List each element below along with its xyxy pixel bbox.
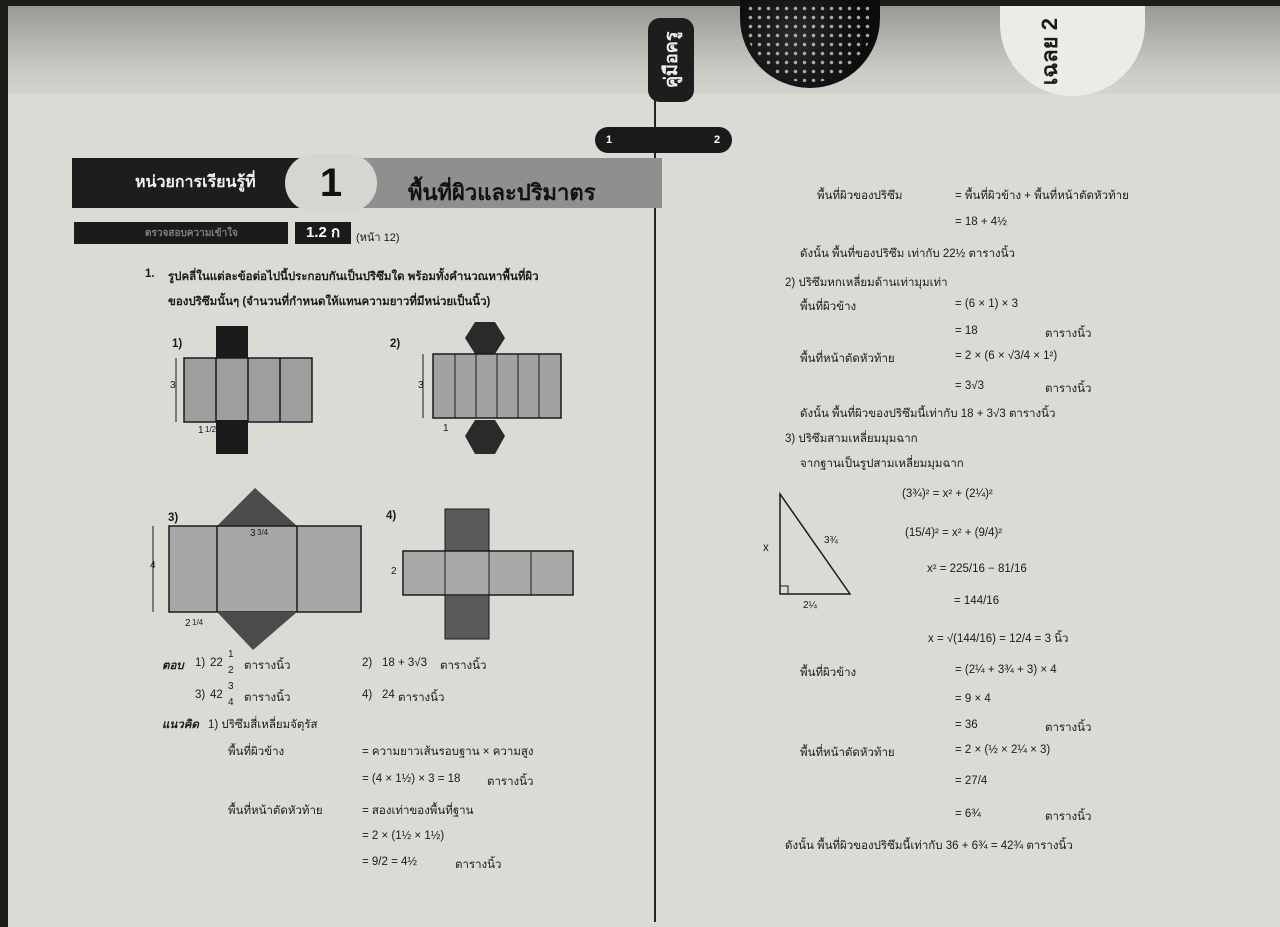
conclusion-1: ดังนั้น พื้นที่ของปริซึม เท่ากับ 22½ ตารางนิ้ว: [800, 248, 1015, 260]
solution-1-eq-2-unit: ตารางนิ้ว: [487, 776, 534, 788]
solution-1-lateral-label: พื้นที่ผิวข้าง: [228, 746, 285, 758]
unit-number: 1: [285, 154, 377, 212]
right-triangle-diagram: [776, 490, 856, 600]
surface-eq-2: = 18 + 4½: [955, 216, 1007, 228]
answer-1-denominator: 2: [228, 665, 234, 676]
figure-3-dim-height: 4: [150, 560, 156, 571]
answer-1-whole: 22: [210, 657, 223, 669]
answer-1-unit: ตารางนิ้ว: [244, 660, 291, 672]
question-line-1: รูปคลี่ในแต่ละข้อต่อไปนี้ประกอบกันเป็นปริซึมใด พร้อมทั้งคำนวณหาพื้นที่ผิว: [168, 271, 539, 283]
pythag-eq-2: (15/4)² = x² + (9/4)²: [905, 527, 1003, 539]
teacher-guide-chip: คู่มือครู: [648, 18, 694, 102]
answer-3-whole: 42: [210, 689, 223, 701]
question-number: 1.: [145, 268, 155, 280]
solution-3-eq-2: = 9 × 4: [955, 693, 991, 705]
conclusion-3: ดังนั้น พื้นที่ผิวของปริซึมนี้เท่ากับ 36 + 6¾ = 42¾ ตารางนิ้ว: [785, 840, 1073, 852]
figure-1-net: [168, 322, 318, 462]
grade-text: เฉลย 2: [1037, 18, 1062, 86]
pythag-eq-5: x = √(144/16) = 12/4 = 3 นิ้ว: [928, 633, 1069, 645]
figure-3-bottom-frac: 1/4: [192, 618, 204, 627]
solution-1-title: 1) ปริซึมสี่เหลี่ยมจัตุรัส: [208, 719, 318, 731]
answer-4-value: 24: [382, 689, 395, 701]
figure-1-dim-frac: 1/2: [205, 425, 217, 434]
answer-1-number: 1): [195, 657, 206, 669]
answer-3-numerator: 3: [228, 681, 234, 692]
page-number-left: 1: [600, 131, 618, 149]
figure-2-label: 2): [390, 338, 401, 350]
answer-4-unit: ตารางนิ้ว: [398, 692, 445, 704]
triangle-label-base: 2¼: [803, 600, 817, 611]
figure-1-label: 1): [172, 338, 183, 350]
solution-2-lateral-label: พื้นที่ผิวข้าง: [800, 301, 857, 313]
solution-label: แนวคิด: [162, 719, 199, 731]
surface-label: พื้นที่ผิวของปริซึม: [817, 190, 903, 202]
solution-2-eq-3: = 2 × (6 × √3/4 × 1²): [955, 350, 1058, 362]
solution-3-eq-6: = 6¾: [955, 808, 981, 820]
solution-3-bases-label: พื้นที่หน้าตัดหัวท้าย: [800, 747, 895, 759]
exercise-page-ref: (หน้า 12): [356, 232, 400, 244]
figure-3-label: 3): [168, 512, 179, 524]
solution-3-lateral-label: พื้นที่ผิวข้าง: [800, 667, 857, 679]
triangle-label-hyp: 3¾: [824, 535, 838, 546]
answer-1-numerator: 1: [228, 649, 234, 660]
figure-2-dim-height: 3: [418, 380, 424, 391]
solution-3-title: 3) ปริซึมสามเหลี่ยมมุมฉาก: [785, 433, 918, 445]
surface-eq-1: = พื้นที่ผิวข้าง + พื้นที่หน้าตัดหัวท้าย: [955, 190, 1129, 202]
conclusion-2: ดังนั้น พื้นที่ผิวของปริซึมนี้เท่ากับ 18 + 3√3 ตารางนิ้ว: [800, 408, 1056, 420]
answer-label: ตอบ: [162, 660, 184, 672]
page-number-right: 2: [708, 131, 726, 149]
solution-2-eq-4-unit: ตารางนิ้ว: [1045, 383, 1092, 395]
figure-2-net: [415, 318, 565, 463]
figure-3-tri-whole: 3: [250, 528, 256, 539]
answer-3-unit: ตารางนิ้ว: [244, 692, 291, 704]
answer-2-number: 2): [362, 657, 373, 669]
solution-3-subtitle: จากฐานเป็นรูปสามเหลี่ยมมุมฉาก: [800, 458, 964, 470]
answer-3-number: 3): [195, 689, 206, 701]
pythag-eq-3: x² = 225/16 − 81/16: [927, 563, 1027, 575]
figure-3-net: [145, 484, 365, 654]
figure-4-label: 4): [386, 510, 397, 522]
solution-3-eq-1: = (2¼ + 3¾ + 3) × 4: [955, 664, 1057, 676]
figure-4-net: [395, 505, 580, 643]
pythag-eq-1: (3¾)² = x² + (2¼)²: [902, 488, 993, 500]
figure-1-dim-width: 1: [198, 425, 204, 436]
triangle-label-x: x: [763, 542, 769, 554]
figure-1-dim-height: 3: [170, 380, 176, 391]
solution-2-eq-1: = (6 × 1) × 3: [955, 298, 1018, 310]
solution-3-eq-5: = 27/4: [955, 775, 988, 787]
solution-2-eq-4: = 3√3: [955, 380, 985, 392]
solution-1-eq-4: = 2 × (1½ × 1½): [362, 830, 445, 842]
exercise-number: 1.2 ก: [295, 222, 351, 244]
figure-3-tri-frac: 3/4: [257, 528, 269, 537]
solution-1-eq-3: = สองเท่าของพื้นที่ฐาน: [362, 805, 474, 817]
figure-3-bottom-whole: 2: [185, 618, 191, 629]
solution-1-eq-1: = ความยาวเส้นรอบฐาน × ความสูง: [362, 746, 534, 758]
figure-4-dim-height: 2: [391, 566, 397, 577]
solution-3-eq-3: = 36: [955, 719, 978, 731]
solution-3-eq-3-unit: ตารางนิ้ว: [1045, 722, 1092, 734]
solution-3-eq-4: = 2 × (½ × 2¼ × 3): [955, 744, 1051, 756]
solution-3-eq-6-unit: ตารางนิ้ว: [1045, 811, 1092, 823]
question-line-2: ของปริซึมนั้นๆ (จำนวนที่กำหนดให้แทนความยาวที่มีหน่วยเป็นนิ้ว): [168, 296, 491, 308]
solution-2-bases-label: พื้นที่หน้าตัดหัวท้าย: [800, 353, 895, 365]
figure-2-dim-width: 1: [443, 423, 449, 434]
solution-1-eq-5: = 9/2 = 4½: [362, 856, 417, 868]
book-spine: [654, 92, 656, 922]
solution-2-eq-2-unit: ตารางนิ้ว: [1045, 328, 1092, 340]
solution-1-eq-5-unit: ตารางนิ้ว: [455, 859, 502, 871]
answer-2-unit: ตารางนิ้ว: [440, 660, 487, 672]
solution-2-title: 2) ปริซึมหกเหลี่ยมด้านเท่ามุมเท่า: [785, 277, 948, 289]
solution-1-eq-2: = (4 × 1½) × 3 = 18: [362, 773, 461, 785]
pythag-eq-4: = 144/16: [954, 595, 1000, 607]
answer-2-value: 18 + 3√3: [382, 657, 428, 669]
unit-title: พื้นที่ผิวและปริมาตร: [408, 180, 596, 205]
solution-1-bases-label: พื้นที่หน้าตัดหัวท้าย: [228, 805, 323, 817]
unit-label: หน่วยการเรียนรู้ที่: [135, 174, 256, 191]
answer-4-number: 4): [362, 689, 373, 701]
answer-3-denominator: 4: [228, 697, 234, 708]
solution-2-eq-2: = 18: [955, 325, 978, 337]
exercise-label: ตรวจสอบความเข้าใจ: [145, 228, 238, 239]
